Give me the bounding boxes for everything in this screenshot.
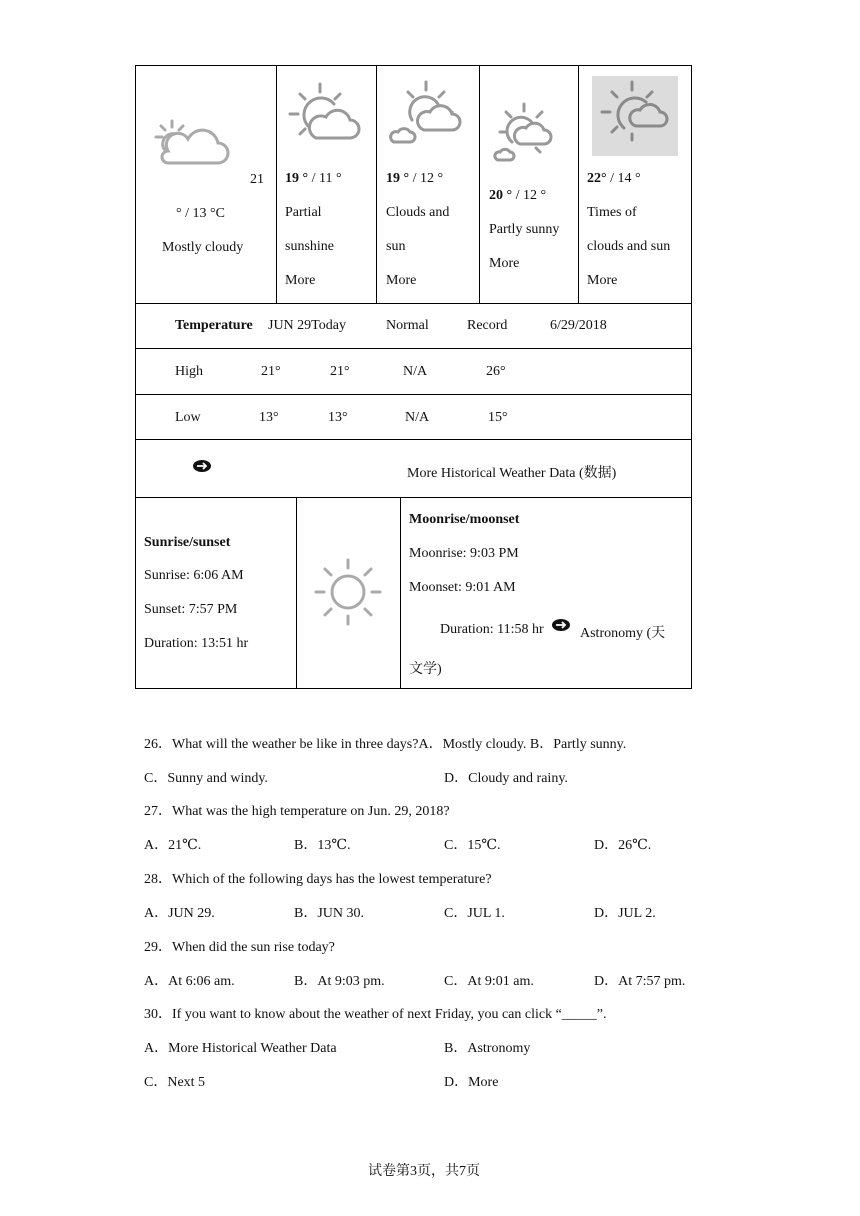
question-29: 29．When did the sun rise today?: [144, 940, 335, 955]
partial-sunshine-icon: [286, 80, 361, 146]
q27-option-b[interactable]: B．13℃.: [294, 838, 351, 853]
header-today: JUN 29Today: [268, 318, 346, 333]
q26-option-c[interactable]: C．Sunny and windy.: [144, 771, 268, 786]
sun-title: Sunrise/sunset: [144, 535, 231, 550]
q29-option-a[interactable]: A．At 6:06 am.: [144, 974, 235, 989]
day4-temp: 20 ° / 12 °: [489, 188, 547, 203]
q28-option-c[interactable]: C．JUL 1.: [444, 906, 505, 921]
q28-option-a[interactable]: A．JUN 29.: [144, 906, 215, 921]
day2-temp: 19 ° / 11 °: [285, 171, 342, 186]
day5-temp: 22° / 14 °: [587, 171, 641, 186]
q29-option-b[interactable]: B．At 9:03 pm.: [294, 974, 385, 989]
day3-desc1: Clouds and: [386, 205, 450, 220]
low-today: 13°: [259, 410, 279, 425]
day1-desc: Mostly cloudy: [162, 240, 244, 255]
high-label: High: [175, 364, 203, 379]
temperature-label: Temperature: [175, 318, 253, 333]
day4-desc1: Partly sunny: [489, 222, 560, 237]
low-record: N/A: [405, 410, 430, 425]
question-26: 26．What will the weather be like in three days?A．Mostly cloudy. B．Partly sunny.: [144, 737, 627, 752]
high-record: N/A: [403, 364, 428, 379]
q27-option-d[interactable]: D．26℃.: [594, 838, 652, 853]
arrow-circle-icon[interactable]: [192, 459, 212, 473]
arrow-circle-icon[interactable]: [551, 618, 571, 632]
day2-more-link[interactable]: More: [285, 273, 316, 288]
astronomy-link-cont[interactable]: 文学): [409, 662, 442, 677]
day2-desc1: Partial: [285, 205, 322, 220]
day2-desc2: sunshine: [285, 239, 334, 254]
day5-desc2: clouds and sun: [587, 239, 671, 254]
day3-more-link[interactable]: More: [386, 273, 417, 288]
historical-data-link[interactable]: More Historical Weather Data (数据): [407, 466, 617, 481]
q30-option-d[interactable]: D．More: [444, 1075, 499, 1090]
sun-icon: [314, 558, 382, 626]
day4-more-link[interactable]: More: [489, 256, 520, 271]
q28-option-b[interactable]: B．JUN 30.: [294, 906, 365, 921]
high-normal: 21°: [330, 364, 350, 379]
mostly-cloudy-icon: [150, 115, 230, 167]
moonset-time: Moonset: 9:01 AM: [409, 580, 516, 595]
q29-option-d[interactable]: D．At 7:57 pm.: [594, 974, 686, 989]
page-footer: 试卷第3页，共7页: [368, 1164, 480, 1179]
q28-option-d[interactable]: D．JUL 2.: [594, 906, 656, 921]
high-date: 26°: [486, 364, 506, 379]
times-of-clouds-and-sun-icon: [592, 76, 678, 156]
day1-high: 21: [250, 172, 264, 187]
day3-temp: 19 ° / 12 °: [386, 171, 444, 186]
sunset-time: Sunset: 7:57 PM: [144, 602, 238, 617]
low-label: Low: [175, 410, 201, 425]
moon-title: Moonrise/moonset: [409, 512, 520, 527]
low-normal: 13°: [328, 410, 348, 425]
q30-option-c[interactable]: C．Next 5: [144, 1075, 206, 1090]
day5-more-link[interactable]: More: [587, 273, 618, 288]
q26-option-d[interactable]: D．Cloudy and rainy.: [444, 771, 568, 786]
q30-option-a[interactable]: A．More Historical Weather Data: [144, 1041, 337, 1056]
header-record: Record: [467, 318, 508, 333]
day1-low: ° / 13 °C: [176, 206, 225, 221]
clouds-and-sun-icon: [388, 80, 463, 148]
high-today: 21°: [261, 364, 281, 379]
question-28: 28．Which of the following days has the lowest temperature?: [144, 872, 492, 887]
day3-desc2: sun: [386, 239, 406, 254]
partly-sunny-icon: [490, 102, 558, 166]
low-date: 15°: [488, 410, 508, 425]
moonrise-time: Moonrise: 9:03 PM: [409, 546, 519, 561]
q30-option-b[interactable]: B．Astronomy: [444, 1041, 531, 1056]
sunrise-time: Sunrise: 6:06 AM: [144, 568, 244, 583]
q29-option-c[interactable]: C．At 9:01 am.: [444, 974, 534, 989]
question-30: 30．If you want to know about the weather of next Friday, you can click “_____”.: [144, 1007, 607, 1022]
astronomy-link[interactable]: Astronomy (天: [580, 626, 666, 641]
q27-option-a[interactable]: A．21℃.: [144, 838, 202, 853]
q27-option-c[interactable]: C．15℃.: [444, 838, 501, 853]
header-date: 6/29/2018: [550, 318, 607, 333]
day5-desc1: Times of: [587, 205, 637, 220]
question-27: 27．What was the high temperature on Jun. 29, 2018?: [144, 804, 450, 819]
moon-duration: Duration: 11:58 hr: [440, 622, 544, 637]
sun-duration: Duration: 13:51 hr: [144, 636, 249, 651]
header-normal: Normal: [386, 318, 429, 333]
